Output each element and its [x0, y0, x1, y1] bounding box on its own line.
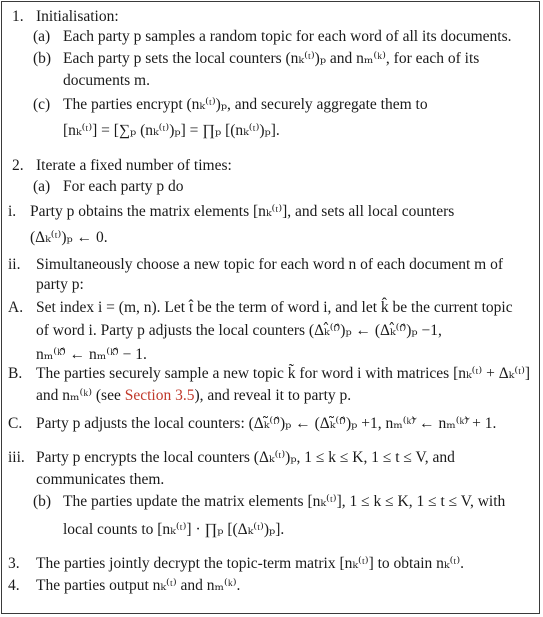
line-text: (Δₖ⁽ᵗ⁾)ₚ ← 0.: [30, 229, 108, 246]
algorithm-line: [36, 299, 513, 317]
algorithm-line: [36, 322, 442, 340]
algorithm-line: [63, 178, 184, 196]
line-text-after: ), and reveal it to party p.: [194, 387, 352, 404]
step-label: 3.: [8, 555, 20, 572]
line-text: and nₘ⁽ᵏ⁾ (see: [36, 387, 125, 404]
step-label: i.: [8, 203, 17, 220]
algorithm-line: [36, 471, 164, 489]
algorithm-line: [30, 229, 108, 247]
step-label: C.: [8, 415, 23, 432]
algorithm-line: [36, 449, 455, 467]
algorithm-line: [63, 493, 505, 511]
line-text: nₘ⁽ᵏ̂⁾ ← nₘ⁽ᵏ̂⁾ − 1.: [36, 346, 147, 363]
section-link[interactable]: Section 3.5: [124, 387, 195, 404]
line-text: Each party p samples a random topic for each word of all its documents.: [63, 28, 512, 45]
line-text: Simultaneously choose a new topic for each word n of each document m of: [36, 256, 504, 273]
algorithm-line: [30, 203, 454, 221]
step-label: (b): [33, 50, 52, 67]
algorithm-line: [36, 157, 232, 175]
line-text: The parties securely sample a new topic k̃ for word i with matrices [nₖ⁽ᵗ⁾ + Δₖ⁽ᵗ⁾]: [36, 365, 531, 382]
step-label: (a): [33, 178, 51, 195]
algorithm-line: [36, 8, 119, 26]
algorithm-line: [36, 387, 351, 405]
algorithm-line: [63, 50, 479, 68]
algorithm-line: [63, 96, 428, 114]
algorithm-line: [63, 521, 284, 539]
step-label: (a): [33, 28, 51, 45]
line-text: of word i. Party p adjusts the local counters (Δₖ̂⁽ᵗ̂⁾)ₚ ← (Δₖ̂⁽ᵗ̂⁾)ₚ −1,: [36, 322, 442, 339]
line-text: The parties output nₖ⁽ᵗ⁾ and nₘ⁽ᵏ⁾.: [36, 577, 241, 594]
line-text: Party p obtains the matrix elements [nₖ⁽ᵗ⁾], and sets all local counters: [30, 203, 455, 220]
algorithm-line: [36, 415, 496, 433]
algorithm-line: [63, 28, 512, 46]
line-text: documents m.: [63, 72, 150, 89]
line-text: Iterate a fixed number of times:: [36, 157, 232, 174]
line-text: communicates them.: [36, 471, 165, 488]
algorithm-line: [36, 365, 530, 383]
algorithm-line: [36, 346, 147, 364]
line-text: local counts to [nₖ⁽ᵗ⁾] · ∏ₚ [(Δₖ⁽ᵗ⁾)ₚ].: [63, 521, 285, 538]
step-label: 2.: [12, 157, 24, 174]
line-text: Each party p sets the local counters (nₖ⁽ᵗ⁾)ₚ and nₘ⁽ᵏ⁾, for each of its: [63, 50, 480, 67]
line-text: [nₖ⁽ᵗ⁾] = [∑ₚ (nₖ⁽ᵗ⁾)ₚ] = ∏ₚ [(nₖ⁽ᵗ⁾)ₚ].: [63, 122, 280, 139]
line-text: Initialisation:: [36, 8, 119, 25]
line-text: Party p adjusts the local counters: (Δₖ̃⁽ᵗ̂⁾)ₚ ← (Δₖ̃⁽ᵗ̂⁾)ₚ +1, nₘ⁽ᵏ̃⁾ ← nₘ⁽ᵏ̃⁾ + 1.: [36, 415, 497, 432]
algorithm-line: [36, 555, 464, 573]
algorithm-line: [36, 276, 84, 294]
step-label: iii.: [8, 449, 25, 466]
step-label: (b): [33, 493, 52, 510]
step-label: B.: [8, 365, 23, 382]
line-text: The parties jointly decrypt the topic-term matrix [nₖ⁽ᵗ⁾] to obtain nₖ⁽ᵗ⁾.: [36, 555, 465, 572]
algorithm-line: [63, 72, 150, 90]
step-label: 1.: [12, 8, 24, 25]
step-label: 4.: [8, 577, 20, 594]
step-label: A.: [8, 299, 24, 316]
line-text: The parties encrypt (nₖ⁽ᵗ⁾)ₚ, and securely aggregate them to: [63, 96, 428, 113]
step-label: ii.: [8, 256, 21, 273]
line-text: For each party p do: [63, 178, 184, 195]
line-text: Set index i = (m, n). Let t̂ be the term of word i, and let k̂ be the current topic: [36, 299, 513, 316]
step-label: (c): [33, 96, 51, 113]
line-text: Party p encrypts the local counters (Δₖ⁽ᵗ⁾)ₚ, 1 ≤ k ≤ K, 1 ≤ t ≤ V, and: [36, 449, 455, 466]
algorithm-line: [36, 256, 503, 274]
algorithm-line: [36, 577, 240, 595]
line-text: party p:: [36, 276, 84, 293]
algorithm-line: [63, 122, 280, 140]
line-text: The parties update the matrix elements [nₖ⁽ᵗ⁾], 1 ≤ k ≤ K, 1 ≤ t ≤ V, with: [63, 493, 506, 510]
